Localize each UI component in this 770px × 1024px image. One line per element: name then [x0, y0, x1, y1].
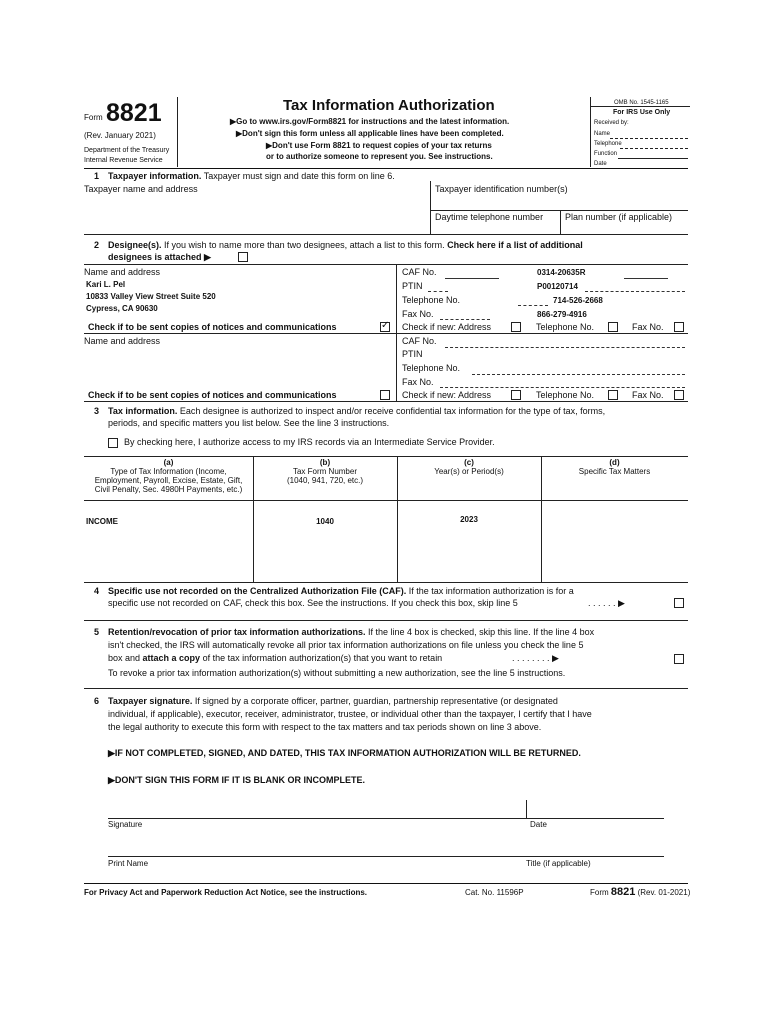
- line5-bold: Retention/revocation of prior tax information authorizations.: [108, 627, 366, 637]
- line5-checkbox[interactable]: [674, 654, 684, 664]
- line2-number: 2: [94, 240, 100, 250]
- irs-function-label: Function: [594, 151, 618, 157]
- d2-copies-checkbox[interactable]: [380, 390, 390, 400]
- line5-text3b: attach a copy: [142, 653, 201, 663]
- col-c-line1: Year(s) or Period(s): [434, 467, 504, 476]
- d1-new-address-checkbox[interactable]: [511, 322, 521, 332]
- line1-number: 1: [94, 171, 100, 181]
- line6-heading: [108, 696, 558, 706]
- row-tax-form[interactable]: 1040: [316, 517, 334, 526]
- d2-check-new-fax: Fax No.: [632, 390, 664, 400]
- d2-ptin-label: PTIN: [402, 349, 423, 359]
- row-tax-type[interactable]: INCOME: [86, 517, 118, 526]
- line3-text1: Each designee is authorized to inspect and/or receive confidential tax information for the type of tax, forms,: [177, 406, 606, 416]
- d1-telephone-label: Telephone No.: [402, 295, 461, 305]
- line4-text1: If the tax information authorization is for a: [406, 586, 574, 596]
- line5-heading: [108, 627, 594, 637]
- line1-heading: [108, 171, 395, 181]
- col-a-letter: (a): [163, 458, 174, 467]
- d2-check-new-telephone: Telephone No.: [536, 390, 595, 400]
- line5-text1: If the line 4 box is checked, skip this line. If the line 4 box: [365, 627, 595, 637]
- d2-new-telephone-checkbox[interactable]: [608, 390, 618, 400]
- col-c-header: [397, 458, 541, 476]
- d2-new-fax-checkbox[interactable]: [674, 390, 684, 400]
- row-year[interactable]: 2023: [460, 515, 478, 524]
- d1-check-new-address: Check if new: Address: [402, 322, 492, 332]
- tin-label: Taxpayer identification number(s): [435, 184, 568, 194]
- col-a-line3: Civil Penalty, Sec. 4980H Payments, etc.): [94, 485, 243, 494]
- d2-check-new-address: Check if new: Address: [402, 390, 492, 400]
- irs-telephone-label: Telephone: [594, 141, 622, 147]
- line5-dots: . . . . . . . . ▶: [512, 653, 559, 663]
- footer-form-id: [590, 886, 690, 898]
- d1-street[interactable]: 10833 Valley View Street Suite 520: [86, 292, 216, 301]
- catalog-number: Cat. No. 11596P: [465, 888, 524, 897]
- d2-name-address-label: Name and address: [84, 336, 161, 346]
- d1-caf-label: CAF No.: [402, 267, 437, 277]
- ism-label: By checking here, I authorize access to my IRS records via an Intermediate Service Provider.: [124, 437, 495, 447]
- d1-fax-label: Fax No.: [402, 309, 434, 319]
- d1-new-fax-checkbox[interactable]: [674, 322, 684, 332]
- col-a-line2: Employment, Payroll, Excise, Estate, Gift,: [94, 476, 243, 485]
- line5-text3a: box and: [108, 653, 143, 663]
- line5-text3: [108, 653, 442, 663]
- d2-name-address-field[interactable]: [84, 348, 394, 386]
- taxpayer-name-address-field[interactable]: [84, 195, 428, 233]
- d1-check-copies-label: Check if to be sent copies of notices and communications: [88, 322, 337, 332]
- footer-rev: (Rev. 01-2021): [635, 888, 691, 897]
- irs-name-label: Name: [594, 131, 611, 137]
- form-word: Form: [84, 113, 103, 122]
- revision-date: (Rev. January 2021): [84, 131, 156, 140]
- title-field[interactable]: [528, 838, 664, 855]
- line3-number: 3: [94, 406, 100, 416]
- ism-checkbox[interactable]: [108, 438, 118, 448]
- col-c-letter: (c): [464, 458, 474, 467]
- line5-number: 5: [94, 627, 100, 637]
- d1-fax-value[interactable]: 866-279-4916: [537, 310, 587, 319]
- d1-city[interactable]: Cypress, CA 90630: [86, 304, 158, 313]
- col-a-line1: Type of Tax Information (Income,: [110, 467, 227, 476]
- line6-bold: Taxpayer signature.: [108, 696, 193, 706]
- line2-bold2: Check here if a list of additional: [444, 240, 583, 250]
- additional-designees-checkbox[interactable]: [238, 252, 248, 262]
- date-label: Date: [530, 820, 547, 829]
- footer-form-number: 8821: [610, 886, 636, 898]
- d1-check-new-telephone: Telephone No.: [536, 322, 595, 332]
- print-name-field[interactable]: [108, 838, 524, 855]
- line4-bold: Specific use not recorded on the Centralized Authorization File (CAF).: [108, 586, 407, 596]
- col-d-line1: Specific Tax Matters: [578, 467, 651, 476]
- line3-bold: Tax information.: [108, 406, 178, 416]
- irs-use-only: For IRS Use Only: [613, 109, 671, 116]
- footer-form-word: Form: [590, 888, 611, 897]
- line5-text4: To revoke a prior tax information authorization(s) without submitting a new authorization, see the line 5 instructions.: [108, 668, 566, 678]
- line3-heading: [108, 406, 605, 416]
- col-b-header: [253, 458, 397, 485]
- plan-number-label[interactable]: Plan number (if applicable): [565, 212, 673, 222]
- line1-text: Taxpayer must sign and date this form on line 6.: [201, 171, 395, 181]
- privacy-notice: For Privacy Act and Paperwork Reduction Act Notice, see the instructions.: [84, 888, 368, 897]
- col-d-header: [541, 458, 688, 476]
- d1-ptin-value[interactable]: P00120714: [537, 282, 578, 291]
- line4-checkbox[interactable]: [674, 598, 684, 608]
- line4-number: 4: [94, 586, 100, 596]
- line5-text2: isn't checked, the IRS will automatically revoke all prior tax information authorizations on file unless you check the line 5: [108, 640, 584, 650]
- col-d-letter: (d): [609, 458, 620, 467]
- d1-caf-value[interactable]: 0314-20635R: [537, 268, 586, 277]
- date-field[interactable]: [528, 800, 664, 817]
- line6-text3: the legal authority to execute this form with respect to the tax matters and tax periods shown on line 3 above.: [108, 722, 542, 732]
- col-b-letter: (b): [319, 458, 331, 467]
- line2-bold: Designee(s).: [108, 240, 162, 250]
- col-a-header: [84, 458, 253, 494]
- omb-number: OMB No. 1545-1165: [614, 100, 669, 106]
- line2-attached: designees is attached ▶: [108, 252, 211, 262]
- line6-text1: If signed by a corporate officer, partner, guardian, partnership representative (or designated: [192, 696, 558, 706]
- line4-dots: . . . . . . ▶: [588, 598, 625, 608]
- department: Department of the Treasury: [84, 147, 170, 154]
- line6-warning-2: ▶DON'T SIGN THIS FORM IF IT IS BLANK OR INCOMPLETE.: [108, 775, 366, 785]
- line6-number: 6: [94, 696, 100, 706]
- line6-text2: individual, if applicable), executor, receiver, administrator, trustee, or individual other than the taxpayer, I certify that I have: [108, 709, 592, 719]
- d1-new-telephone-checkbox[interactable]: [608, 322, 618, 332]
- agency: Internal Revenue Service: [84, 157, 163, 164]
- instruction-3: ▶Don't use Form 8821 to request copies of your tax returns: [266, 141, 492, 150]
- daytime-phone-label[interactable]: Daytime telephone number: [435, 212, 544, 222]
- taxpayer-name-address-label: Taxpayer name and address: [84, 184, 198, 194]
- tin-field[interactable]: [432, 195, 688, 209]
- irs-date-label: Date: [594, 161, 607, 167]
- line5-text3c: of the tax information authorization(s) that you want to retain: [200, 653, 443, 663]
- title-label: Title (if applicable): [526, 859, 591, 868]
- signature-field[interactable]: [108, 800, 524, 817]
- received-by: Received by:: [594, 120, 629, 126]
- form-title: Tax Information Authorization: [283, 97, 495, 114]
- line4-heading: [108, 586, 574, 596]
- line3-text2: periods, and specific matters you list below. See the line 3 instructions.: [108, 418, 390, 428]
- line6-warning-1: ▶IF NOT COMPLETED, SIGNED, AND DATED, THIS TAX INFORMATION AUTHORIZATION WILL BE RETURNED.: [108, 748, 581, 758]
- col-b-line2: (1040, 941, 720, etc.): [286, 476, 364, 485]
- line1-bold: Taxpayer information.: [108, 171, 202, 181]
- instruction-1: ▶Go to www.irs.gov/Form8821 for instructions and the latest information.: [230, 117, 510, 126]
- line2-text: If you wish to name more than two designees, attach a list to this form.: [161, 240, 445, 250]
- d2-caf-label: CAF No.: [402, 336, 437, 346]
- d2-new-address-checkbox[interactable]: [511, 390, 521, 400]
- d2-fax-label: Fax No.: [402, 377, 434, 387]
- d2-check-copies-label: Check if to be sent copies of notices and communications: [88, 390, 337, 400]
- d1-ptin-label: PTIN: [402, 281, 423, 291]
- d1-name[interactable]: Kari L. Pel: [86, 280, 126, 289]
- form-number: 8821: [106, 99, 162, 127]
- line2-heading: [108, 240, 583, 250]
- col-b-line1: Tax Form Number: [292, 467, 357, 476]
- d1-copies-checkbox[interactable]: [380, 322, 390, 332]
- d1-telephone-value[interactable]: 714-526-2668: [553, 296, 603, 305]
- signature-label: Signature: [108, 820, 143, 829]
- instruction-4: or to authorize someone to represent you. See instructions.: [266, 152, 493, 161]
- d2-telephone-label: Telephone No.: [402, 363, 461, 373]
- line4-text2: specific use not recorded on CAF, check this box. See the instructions. If you check this box, skip line 5: [108, 598, 518, 608]
- d1-check-new-fax: Fax No.: [632, 322, 664, 332]
- d1-name-address-label: Name and address: [84, 267, 161, 277]
- instruction-2: ▶Don't sign this form unless all applicable lines have been completed.: [236, 129, 504, 138]
- print-name-label: Print Name: [108, 859, 149, 868]
